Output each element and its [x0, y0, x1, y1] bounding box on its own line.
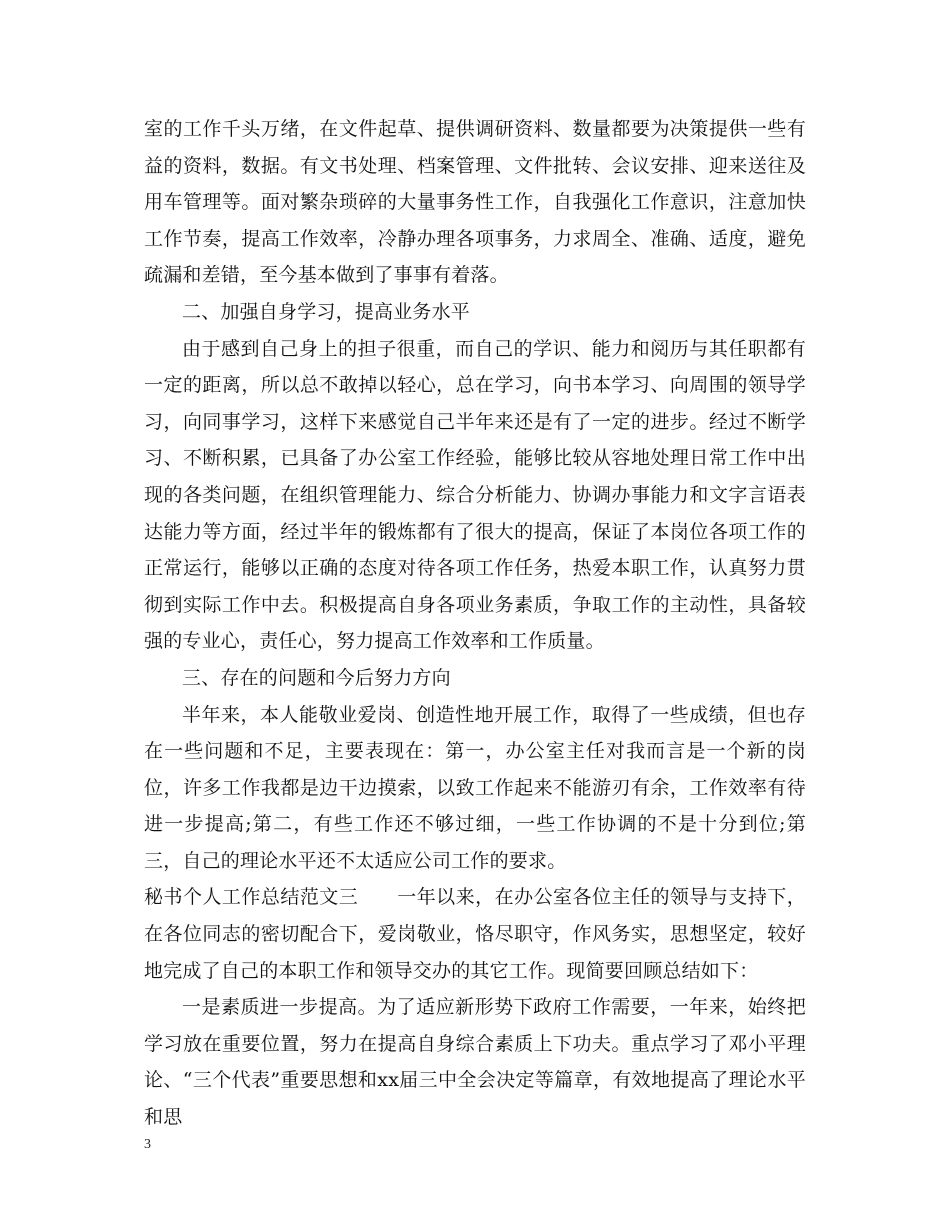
paragraph-quality: 一是素质进一步提高。为了适应新形势下政府工作需要，一年来，始终把学习放在重要位置，努力在提高自身综合素质上下功夫。重点学习了邓小平理论、“三个代表”重要思想和xx届三中全会决定等篇章，有效地提高了理论水平和思 [144, 996, 806, 1129]
document-body [144, 111, 806, 1136]
page-number: 3 [144, 1137, 151, 1152]
paragraph-problems: 半年来，本人能敬业爱岗、创造性地开展工作，取得了一些成绩，但也存在一些问题和不足，主要表现在：第一，办公室主任对我而言是一个新的岗位，许多工作我都是边干边摸索，以致工作起来不能游刃有余，工作效率有待进一步提高;第二，有些工作还不够过细，一些工作协调的不是十分到位;第三，自己的理论水平还不太适应公司工作的要求。 [144, 703, 806, 872]
section-heading-three: 三、存在的问题和今后努力方向 [182, 666, 451, 689]
paragraph-study: 由于感到自己身上的担子很重，而自己的学识、能力和阅历与其任职都有一定的距离，所以总不敢掉以轻心，总在学习，向书本学习、向周围的领导学习，向同事学习，这样下来感觉自己半年来还是有了一定的进步。经过不断学习、不断积累，已具备了办公室工作经验，能够比较从容地处理日常工作中出现的各类问题，在组织管理能力、综合分析能力、协调办事能力和文字言语表达能力等方面，经过半年的锻炼都有了很大的提高，保证了本岗位各项工作的正常运行，能够以正确的态度对待各项工作任务，热爱本职工作，认真努力贯彻到实际工作中去。积极提高自身各项业务素质，争取工作的主动性，具备较强的专业心，责任心，努力提高工作效率和工作质量。 [144, 337, 806, 653]
paragraph-sample-three: 秘书个人工作总结范文三 一年以来，在办公室各位主任的领导与支持下，在各位同志的密切配合下，爱岗敬业，恪尽职守，作风务实，思想坚定，较好地完成了自己的本职工作和领导交办的其它工作。现简要回顾总结如下： [144, 886, 806, 982]
section-heading-two: 二、加强自身学习，提高业务水平 [182, 300, 471, 323]
paragraph-continuation: 室的工作千头万绪，在文件起草、提供调研资料、数量都要为决策提供一些有益的资料，数据。有文书处理、档案管理、文件批转、会议安排、迎来送往及用车管理等。面对繁杂琐碎的大量事务性工作，自我强化工作意识，注意加快工作节奏，提高工作效率，冷静办理各项事务，力求周全、准确、适度，避免疏漏和差错，至今基本做到了事事有着落。 [144, 118, 806, 287]
